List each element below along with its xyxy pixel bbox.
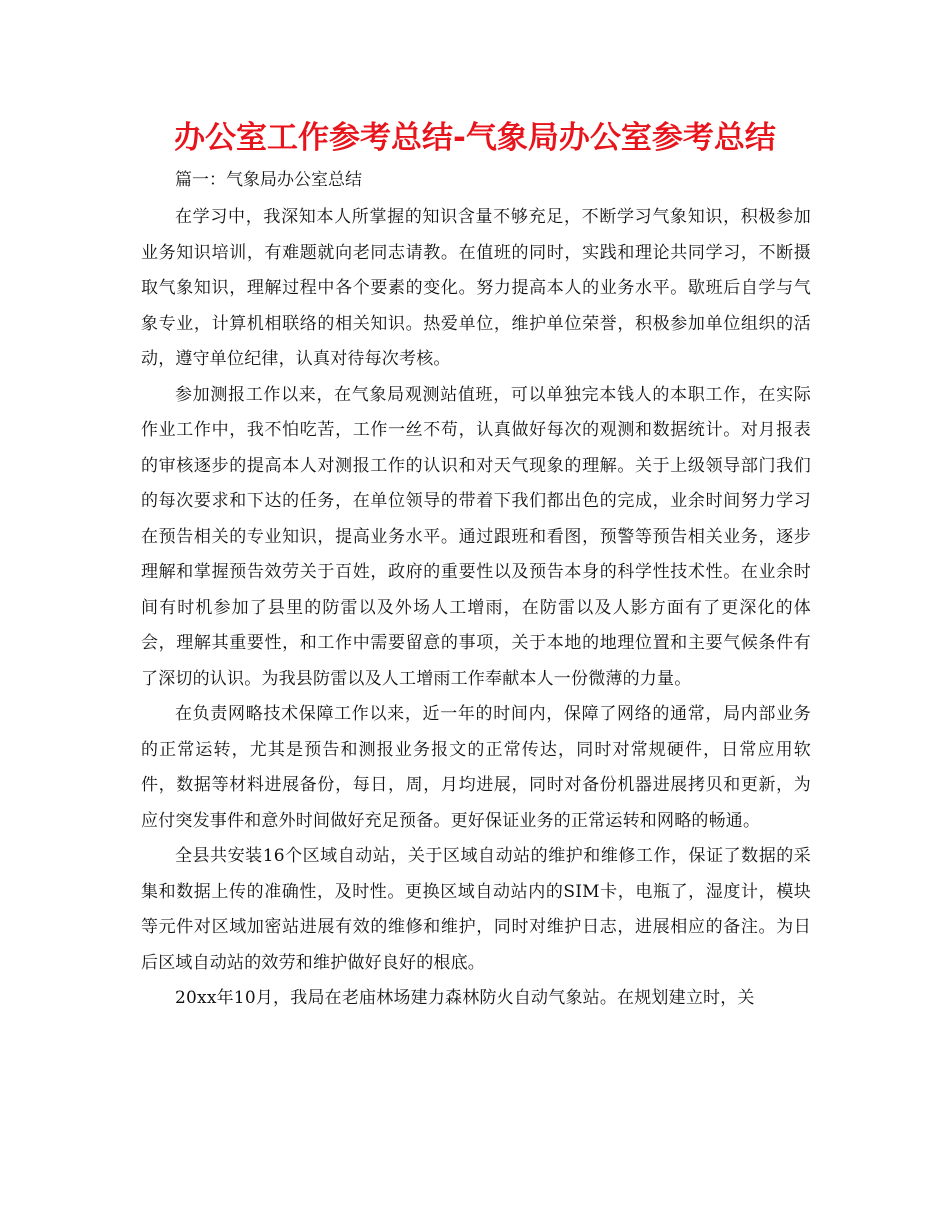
paragraph-5: 20xx年10月，我局在老庙林场建力森林防火自动气象站。在规划建立时，关 (175, 988, 755, 1008)
document-subtitle: 篇一：气象局办公室总结 (175, 170, 362, 190)
paragraph-2: 参加测报工作以来，在气象局观测站值班，可以单独完本钱人的本职工作，在实际作业工作中，我不怕吃苦，工作一丝不苟，认真做好每次的观测和数据统计。对月报表的审核逐步的提高本人对测报工作的认识和对天气现象的理解。关于上级领导部门我们的每次要求和下达的任务，在单位领导的带着下我们都出色的完成，业余时间努力学习在预告相关的专业知识，提高业务水平。通过跟班和看图，预警等预告相关业务，逐步理解和掌握预告效劳关于百姓，政府的重要性以及预告本身的科学性技术性。在业余时间有时机参加了县里的防雷以及外场人工增雨，在防雷以及人影方面有了更深化的体会，理解其重要性，和工作中需要留意的事项，关于本地的地理位置和主要气候条件有了深切的认识。为我县防雷以及人工增雨工作奉献本人一份微薄的力量。 (141, 384, 811, 689)
document-title: 办公室工作参考总结-气象局办公室参考总结 (174, 120, 776, 156)
document-body (141, 200, 811, 1017)
paragraph-3: 在负责网略技术保障工作以来，近一年的时间内，保障了网络的通常，局内部业务的正常运转，尤其是预告和测报业务报文的正常传达，同时对常规硬件，日常应用软件，数据等材料进展备份，每日，周，月均进展，同时对备份机器进展拷贝和更新，为应付突发事件和意外时间做好充足预备。更好保证业务的正常运转和网略的畅通。 (141, 704, 811, 831)
paragraph-1: 在学习中，我深知本人所掌握的知识含量不够充足，不断学习气象知识，积极参加业务知识培训，有难题就向老同志请教。在值班的同时，实践和理论共同学习，不断摄取气象知识，理解过程中各个要素的变化。努力提高本人的业务水平。歇班后自学与气象专业，计算机相联络的相关知识。热爱单位，维护单位荣誉，积极参加单位组织的活动，遵守单位纪律，认真对待每次考核。 (141, 207, 811, 369)
paragraph-4: 全县共安装16个区域自动站，关于区域自动站的维护和维修工作，保证了数据的采集和数据上传的准确性，及时性。更换区域自动站内的SIM卡，电瓶了，湿度计，模块等元件对区域加密站进展有效的维修和维护，同时对维护日志，进展相应的备注。为日后区域自动站的效劳和维护做好良好的根底。 (141, 846, 811, 973)
